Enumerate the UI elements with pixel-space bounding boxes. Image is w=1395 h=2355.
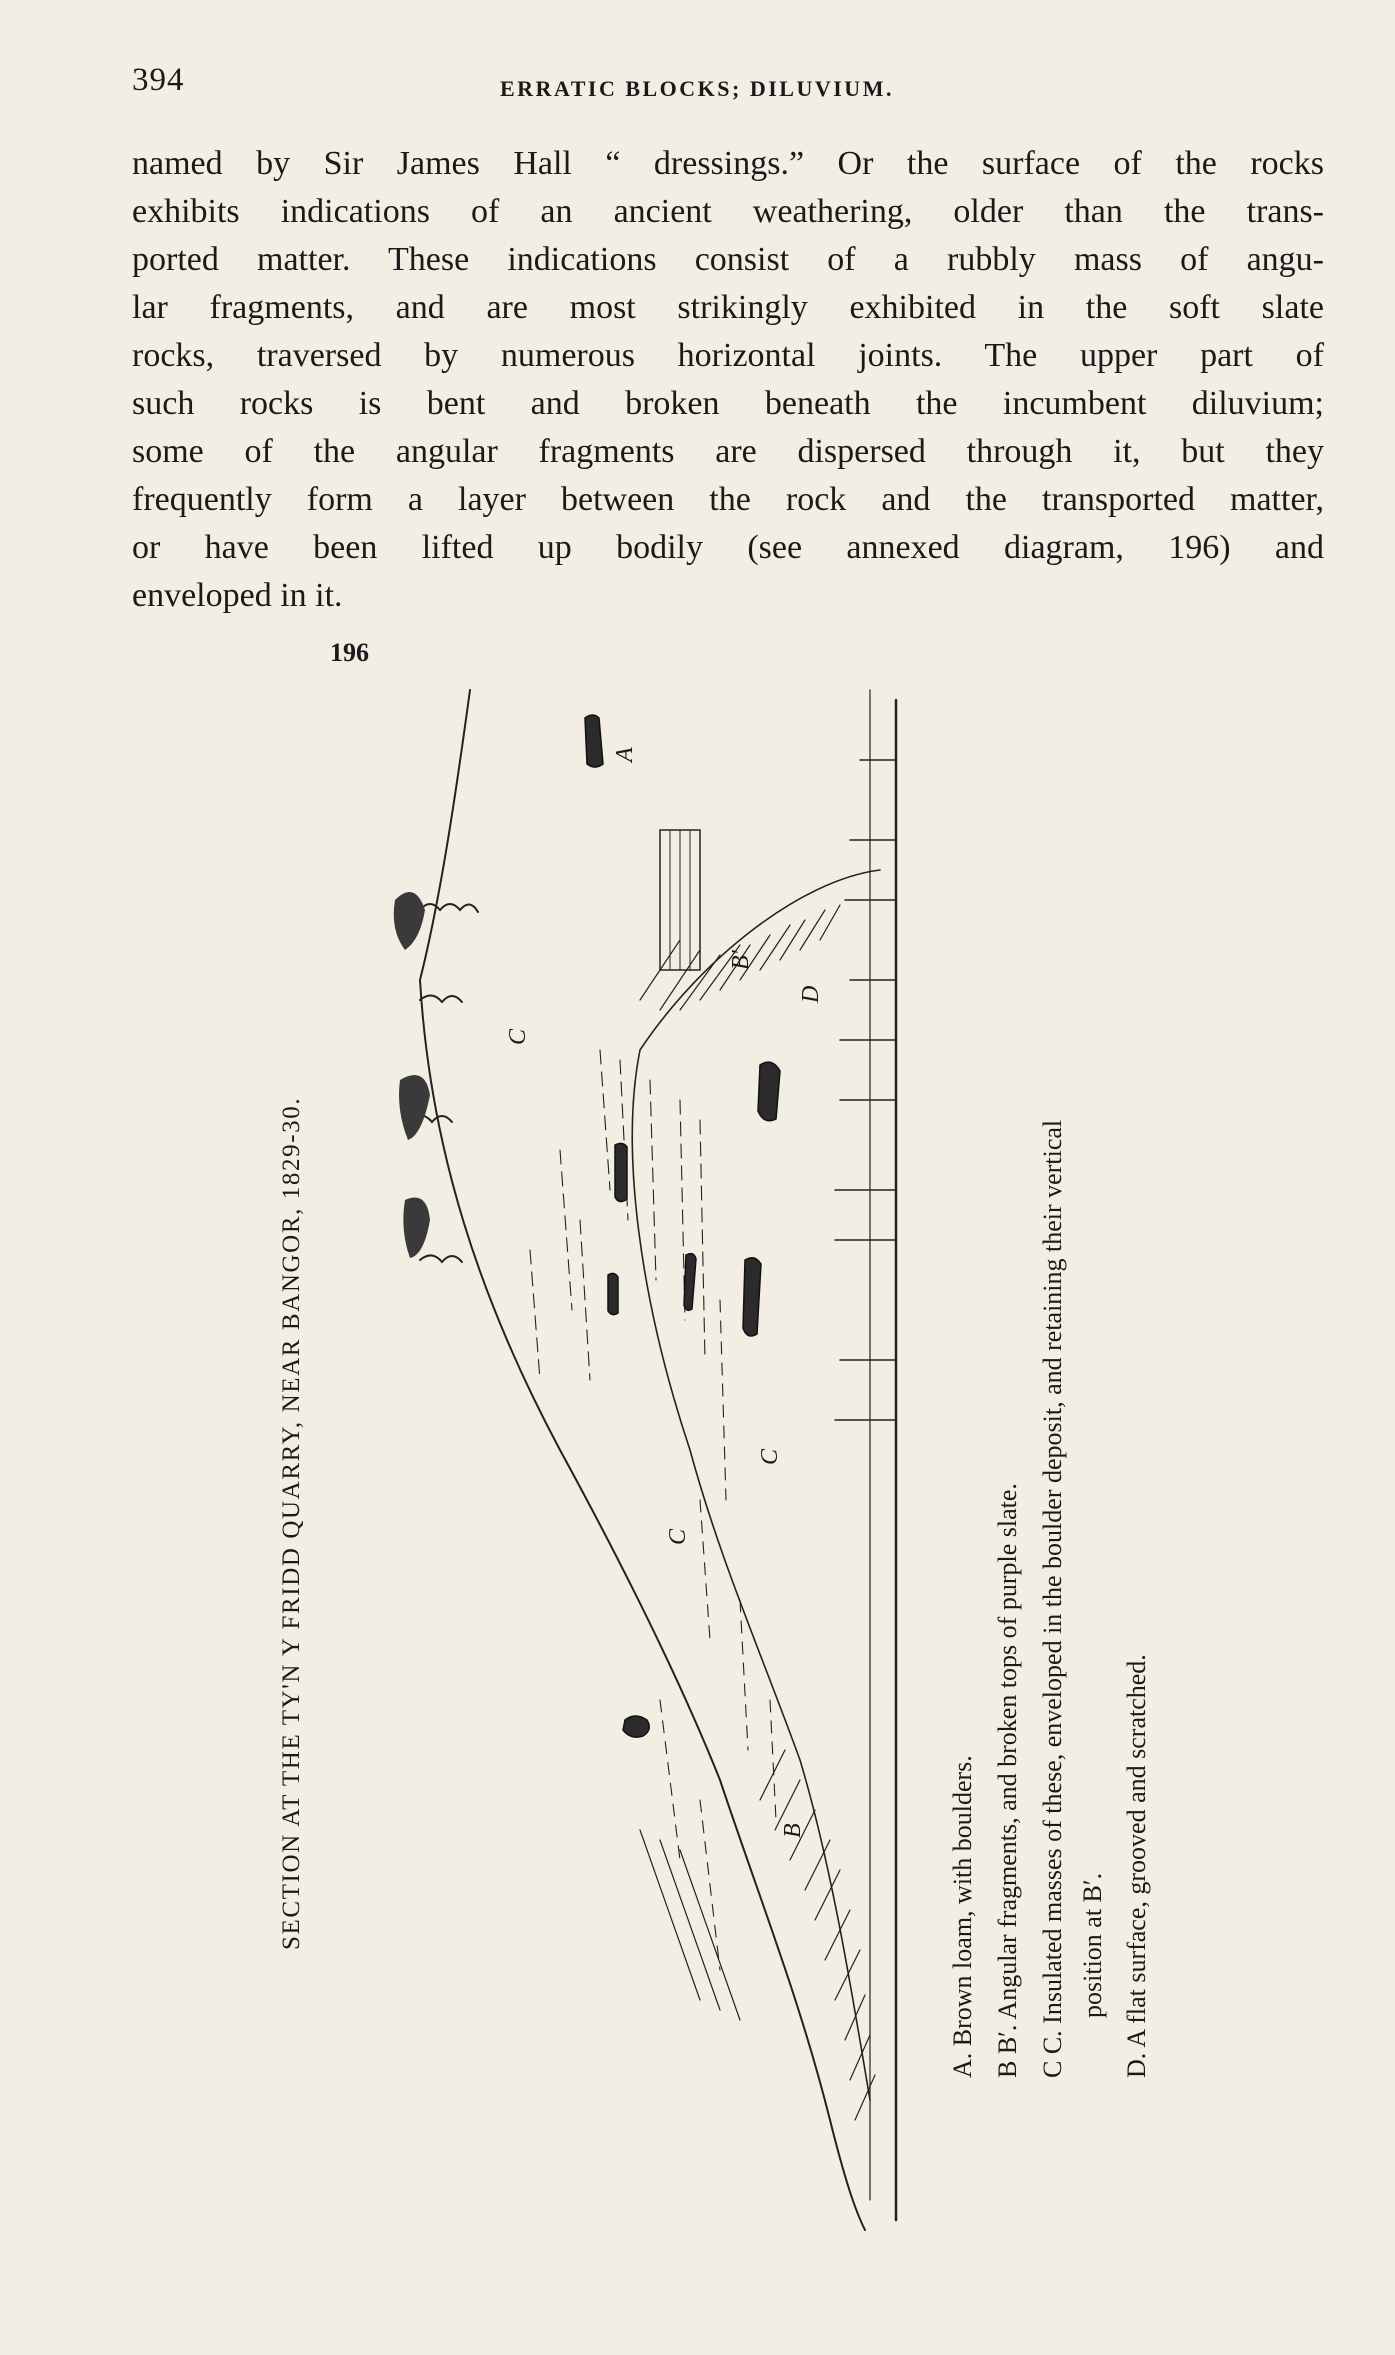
body-line: rocks, traversed by numerous horizontal joints. The upper part of (132, 337, 1324, 374)
body-line: or have been lifted up bodily (see annexed diagram, 196) and (132, 529, 1324, 566)
body-line: such rocks is bent and broken beneath the incumbent diluvium; (132, 385, 1324, 422)
label-b: B (780, 1823, 806, 1838)
figure-title: SECTION AT THE TY'N Y FRIDD QUARRY, NEAR BANGOR, 1829-30. (278, 1096, 305, 1950)
label-c-lower-left: C (665, 1528, 691, 1545)
legend-item-a: A. Brown loam, with boulders. (948, 1755, 977, 2078)
body-line: named by Sir James Hall “ dressings.” Or the surface of the rocks (132, 145, 1324, 182)
body-line: lar fragments, and are most strikingly exhibited in the soft slate (132, 289, 1324, 326)
label-b-prime: B′ (728, 950, 754, 970)
body-line: exhibits indications of an ancient weathering, older than the trans- (132, 193, 1324, 230)
page-number: 394 (132, 62, 185, 98)
label-a: A (612, 747, 638, 762)
legend-item-d: D. A flat surface, grooved and scratched. (1122, 1654, 1151, 2078)
body-line: ported matter. These indications consist of a rubbly mass of angu- (132, 241, 1324, 278)
running-head: ERRATIC BLOCKS; DILUVIUM. (500, 76, 894, 101)
body-line: some of the angular fragments are dispersed through it, but they (132, 433, 1324, 470)
legend-item-c: C C. Insulated masses of these, enveloped in the boulder deposit, and retaining their vertical (1038, 1119, 1067, 2078)
body-line: frequently form a layer between the rock and the transported matter, (132, 481, 1324, 518)
legend-item-c-continued: position at B′. (1078, 1872, 1107, 2018)
label-c-lower-right: C (757, 1448, 783, 1465)
legend-item-b: B B′. Angular fragments, and broken tops of purple slate. (993, 1483, 1022, 2078)
label-d: D (798, 985, 824, 1003)
label-c-upper: C (505, 1028, 531, 1045)
body-line: enveloped in it. (132, 577, 343, 614)
figure-number: 196 (330, 638, 369, 667)
